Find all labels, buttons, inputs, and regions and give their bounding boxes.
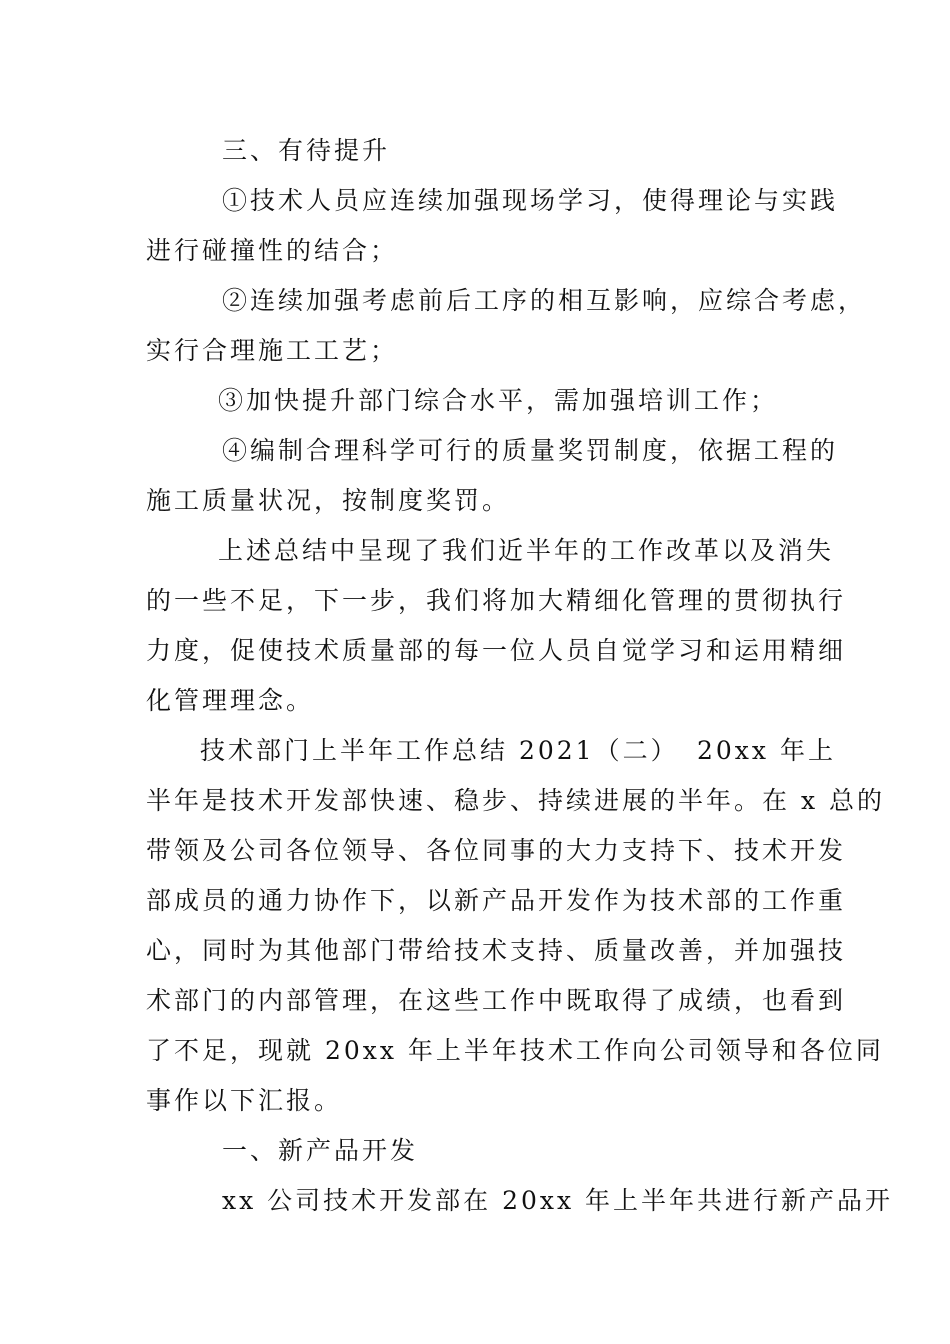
paragraph-line: 上述总结中呈现了我们近半年的工作改革以及消失: [218, 536, 835, 565]
paragraph-line: 了不足，现就 20xx 年上半年技术工作向公司领导和各位同: [146, 1036, 884, 1065]
paragraph-line: 部成员的通力协作下，以新产品开发作为技术部的工作重: [146, 886, 847, 915]
paragraph-line: ④编制合理科学可行的质量奖罚制度，依据工程的: [222, 436, 839, 465]
paragraph-line: ③加快提升部门综合水平，需加强培训工作；: [218, 386, 779, 415]
paragraph-line: 半年是技术开发部快速、稳步、持续进展的半年。在 x 总的: [146, 786, 885, 815]
paragraph-line: 心，同时为其他部门带给技术支持、质量改善，并加强技: [146, 936, 847, 965]
paragraph-line: 力度，促使技术质量部的每一位人员自觉学习和运用精细: [146, 636, 847, 665]
paragraph-line: 带领及公司各位领导、各位同事的大力支持下、技术开发: [146, 836, 847, 865]
paragraph-line: 化管理理念。: [146, 686, 315, 715]
paragraph-line: 施工质量状况，按制度奖罚。: [146, 486, 511, 515]
paragraph-line: 的一些不足，下一步，我们将加大精细化管理的贯彻执行: [146, 586, 847, 615]
paragraph-line: ②连续加强考虑前后工序的相互影响，应综合考虑，: [222, 286, 867, 315]
document-title: 技术部门上半年工作总结 2021（二）: [200, 736, 679, 765]
section-heading-3: 三、有待提升: [222, 136, 391, 165]
paragraph-line: 实行合理施工工艺；: [146, 336, 399, 365]
paragraph-line: xx 公司技术开发部在 20xx 年上半年共进行新产品开: [222, 1186, 894, 1215]
paragraph-line: 20xx 年上: [697, 736, 836, 765]
paragraph-line: 术部门的内部管理，在这些工作中既取得了成绩，也看到: [146, 986, 847, 1015]
paragraph-line: 事作以下汇报。: [146, 1086, 343, 1115]
section-heading-1: 一、新产品开发: [222, 1136, 419, 1165]
paragraph-line: ①技术人员应连续加强现场学习，使得理论与实践: [222, 186, 839, 215]
paragraph-line: 进行碰撞性的结合；: [146, 236, 399, 265]
